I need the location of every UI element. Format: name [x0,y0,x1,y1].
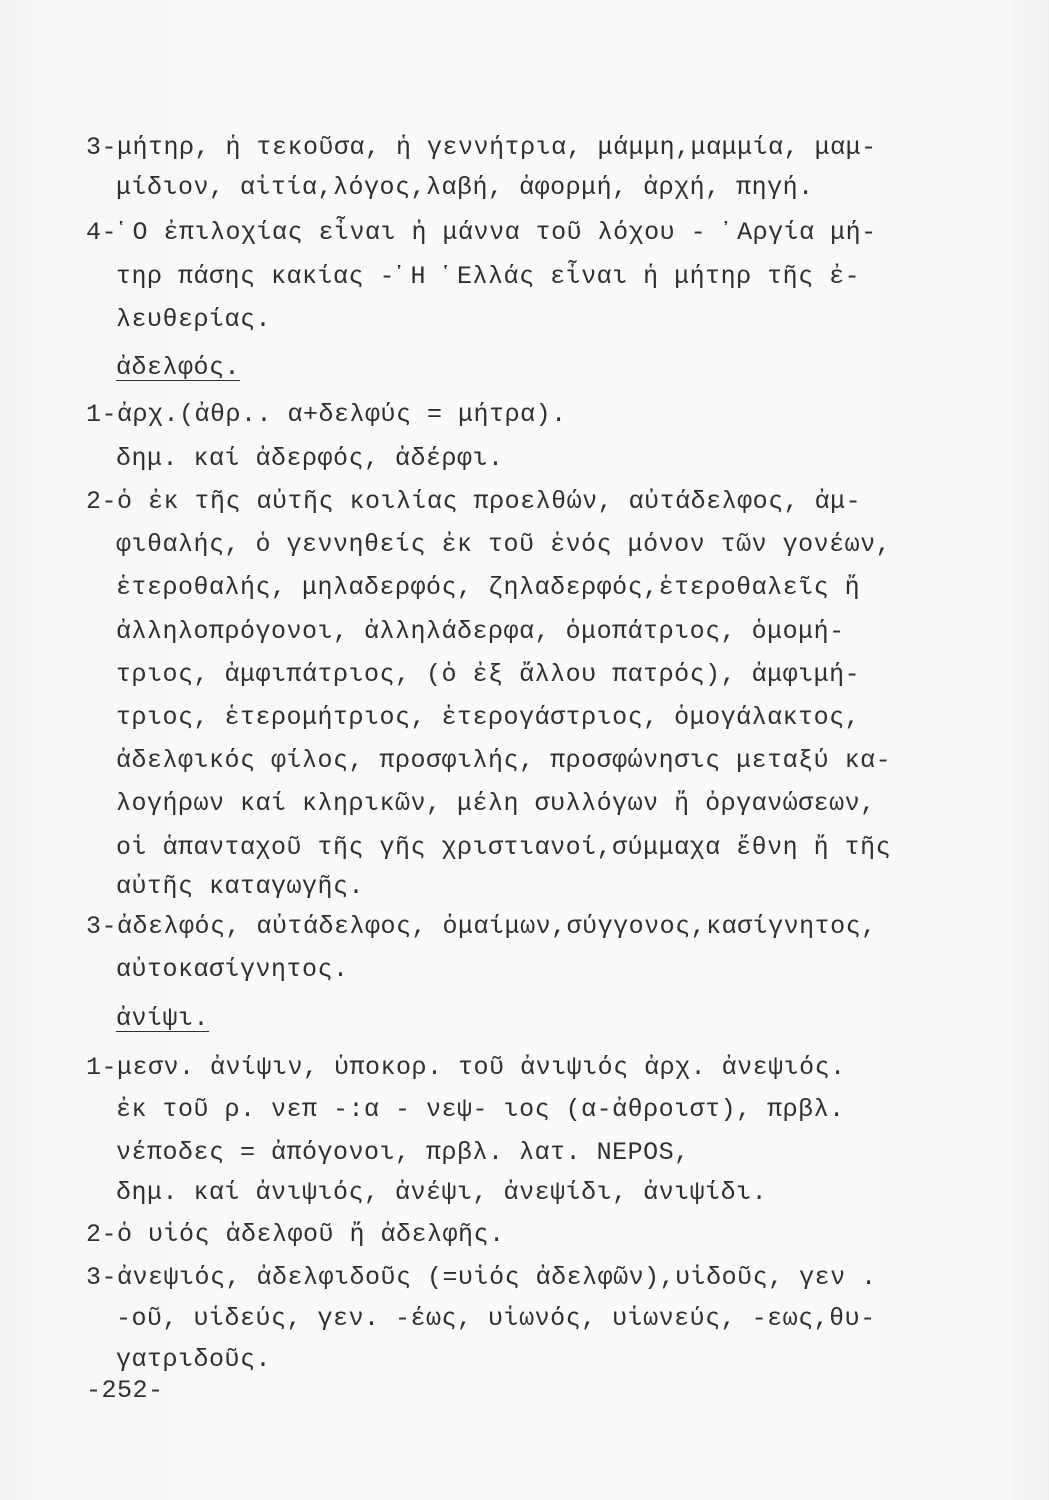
entry-heading-anipsi: ἀνίψι. [116,1004,210,1033]
text-line: αὐτοκασίγνητος. [116,955,349,984]
text-line: λογήρων καί κληρικῶν, μέλη συλλόγων ἤ ὀργανώσεων, [116,789,876,818]
text-line: τριος, ἀμφιπάτριος, (ὁ ἐξ ἄλλου πατρός), ἀμφιμή- [116,660,861,689]
text-line: ἐκ τοῦ ρ. νεπ -:α - νεψ- ιος (α-ἀθροιστ), πρβλ. [116,1095,845,1124]
text-line: 4-῾Ο ἐπιλοχίας εἶναι ἡ μάννα τοῦ λόχου - ᾿Αργία μή- [86,218,877,247]
text-line: οἱ ἁπανταχοῦ τῆς γῆς χριστιανοί,σύμμαχα ἔθνη ἤ τῆς [116,833,892,862]
text-line: 2-ὁ ἐκ τῆς αὐτῆς κοιλίας προελθών, αὐτάδελφος, ἀμ- [86,487,862,516]
text-line: 1-μεσν. ἀνίψιν, ὑποκορ. τοῦ ἀνιψιός ἀρχ. ἀνεψιός. [86,1053,846,1082]
text-line: 1-ἀρχ.(ἀθρ.. α+δελφύς = μήτρα). [86,400,567,429]
text-line: τριος, ἑτερομήτριος, ἑτερογάστριος, ὁμογάλακτος, [116,703,861,732]
text-line: ἀδελφικός φίλος, προσφιλής, προσφώνησις μεταξύ κα- [116,746,892,775]
text-line: ἀλληλοπρόγονοι, ἀλληλάδερφα, ὁμοπάτριος, ὁμομή- [116,617,845,646]
text-line: ἑτεροθαλής, μηλαδερφός, ζηλαδερφός,ἑτεροθαλεῖς ἤ [116,573,861,602]
text-line: 3-μήτηρ, ἡ τεκοῦσα, ἡ γεννήτρια, μάμμη,μαμμία, μαμ- [86,133,877,162]
text-line: 3-ἀνεψιός, ἀδελφιδοῦς (=υἱός ἀδελφῶν),υἱδοῦς, γεν . [86,1263,877,1292]
text-line: νέποδες = ἀπόγονοι, πρβλ. λατ. NEPOS, [116,1138,690,1167]
text-line: μίδιον, αἰτία,λόγος,λαβή, ἀφορμή, ἀρχή, πηγή. [116,173,814,202]
page-number: -252- [86,1376,164,1405]
entry-heading-adelfos: ἀδελφός. [116,353,241,382]
text-line: -οῦ, υἱδεύς, γεν. -έως, υἱωνός, υἱωνεύς, -εως,θυ- [116,1304,876,1333]
text-line: δημ. καί ἀδερφός, ἀδέρφι. [116,444,504,473]
text-line: τηρ πάσης κακίας -῾Η ῾Ελλάς εἶναι ἡ μήτηρ τῆς ἐ- [116,262,861,291]
text-line: αὐτῆς καταγωγῆς. [116,872,365,901]
text-line: 3-ἀδελφός, αὐτάδελφος, ὁμαίμων,σύγγονος,κασίγνητος, [86,912,877,941]
text-line: γατριδοῦς. [116,1345,272,1374]
text-line: λευθερίας. [116,305,272,334]
text-line: φιθαλής, ὁ γεννηθείς ἐκ τοῦ ἑνός μόνον τῶν γονέων, [116,530,892,559]
text-line: 2-ὁ υἱός ἀδελφοῦ ἤ ἀδελφῆς. [86,1220,505,1249]
text-line: δημ. καί ἀνιψιός, ἀνέψι, ἀνεψίδι, ἀνιψίδι. [116,1178,768,1207]
